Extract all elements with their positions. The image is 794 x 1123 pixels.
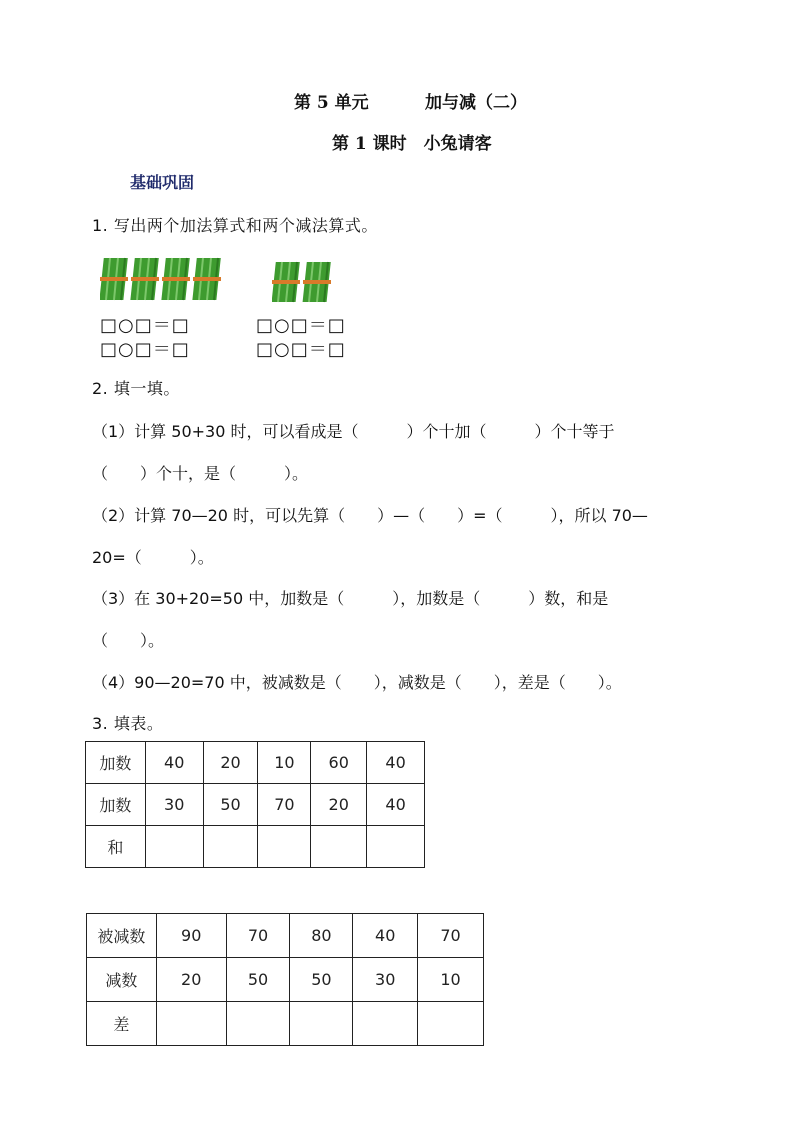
table-cell: 10 (258, 742, 311, 784)
table-cell: 30 (353, 958, 418, 1002)
bundle-6 (303, 262, 331, 302)
bundles-four-image (100, 256, 230, 302)
q2-item-2-cont: 20=（ ）。 (92, 548, 214, 567)
q2-item-1-cont: （ ）个十，是（ ）。 (92, 464, 309, 483)
answer-cell[interactable] (156, 1002, 226, 1046)
table-cell: 50 (203, 784, 258, 826)
unit-topic: 加与减（二） (425, 93, 527, 113)
table-cell: 70 (418, 914, 484, 958)
row-header: 和 (86, 826, 146, 868)
q3-title: 3. 填表。 (92, 714, 164, 733)
table-cell: 20 (203, 742, 258, 784)
table-row (86, 742, 425, 784)
q2-item-1: （1）计算 50+30 时，可以看成是（ ）个十加（ ）个十等于 (92, 422, 615, 441)
table-cell: 30 (145, 784, 203, 826)
row-header: 加数 (86, 784, 146, 826)
answer-cell[interactable] (258, 826, 311, 868)
answer-cell[interactable] (226, 1002, 290, 1046)
table-cell: 40 (367, 742, 425, 784)
q2-item-3-cont: （ ）。 (92, 631, 165, 650)
q2-item-4: （4）90—20=70 中，被减数是（ ），减数是（ ），差是（ ）。 (92, 673, 622, 692)
answer-cell[interactable] (203, 826, 258, 868)
table-cell: 40 (367, 784, 425, 826)
equation-blank-right-1[interactable]: □○□＝□ (256, 315, 346, 336)
equation-blank-left-1[interactable]: □○□＝□ (100, 315, 190, 336)
table-cell: 70 (258, 784, 311, 826)
table-row (87, 1002, 484, 1046)
q2-title: 2. 填一填。 (92, 379, 180, 398)
bundle-2 (130, 258, 159, 300)
addition-table (85, 741, 425, 868)
q2-item-3: （3）在 30+20=50 中，加数是（ ），加数是（ ）数，和是 (92, 589, 609, 608)
table-cell: 60 (311, 742, 367, 784)
q1-title: 1. 写出两个加法算式和两个减法算式。 (92, 216, 378, 235)
table-row (86, 784, 425, 826)
equation-blank-left-2[interactable]: □○□＝□ (100, 339, 190, 360)
bundle-4 (192, 258, 221, 300)
q2-item-2: （2）计算 70—20 时，可以先算（ ）—（ ）=（ ），所以 70— (92, 506, 648, 525)
table-cell: 50 (226, 958, 290, 1002)
answer-cell[interactable] (145, 826, 203, 868)
answer-cell[interactable] (290, 1002, 353, 1046)
answer-cell[interactable] (353, 1002, 418, 1046)
equation-blank-right-2[interactable]: □○□＝□ (256, 339, 346, 360)
table-row (86, 826, 425, 868)
table-cell: 50 (290, 958, 353, 1002)
table-cell: 40 (145, 742, 203, 784)
row-header: 减数 (87, 958, 157, 1002)
subtraction-table (86, 913, 484, 1046)
table-row (87, 914, 484, 958)
row-header: 加数 (86, 742, 146, 784)
table-row (87, 958, 484, 1002)
table-cell: 80 (290, 914, 353, 958)
table-cell: 90 (156, 914, 226, 958)
table-cell: 40 (353, 914, 418, 958)
bundle-5 (272, 262, 300, 302)
unit-title: 第 5 单元 (294, 93, 369, 113)
table-cell: 70 (226, 914, 290, 958)
answer-cell[interactable] (367, 826, 425, 868)
lesson-title: 第 1 课时 小兔请客 (332, 134, 492, 154)
table-cell: 10 (418, 958, 484, 1002)
bundles-two-image (272, 260, 336, 304)
answer-cell[interactable] (311, 826, 367, 868)
section-heading: 基础巩固 (130, 173, 195, 192)
bundle-1 (100, 258, 128, 300)
row-header: 差 (87, 1002, 157, 1046)
table-cell: 20 (311, 784, 367, 826)
row-header: 被减数 (87, 914, 157, 958)
table-cell: 20 (156, 958, 226, 1002)
bundle-3 (161, 258, 190, 300)
answer-cell[interactable] (418, 1002, 484, 1046)
